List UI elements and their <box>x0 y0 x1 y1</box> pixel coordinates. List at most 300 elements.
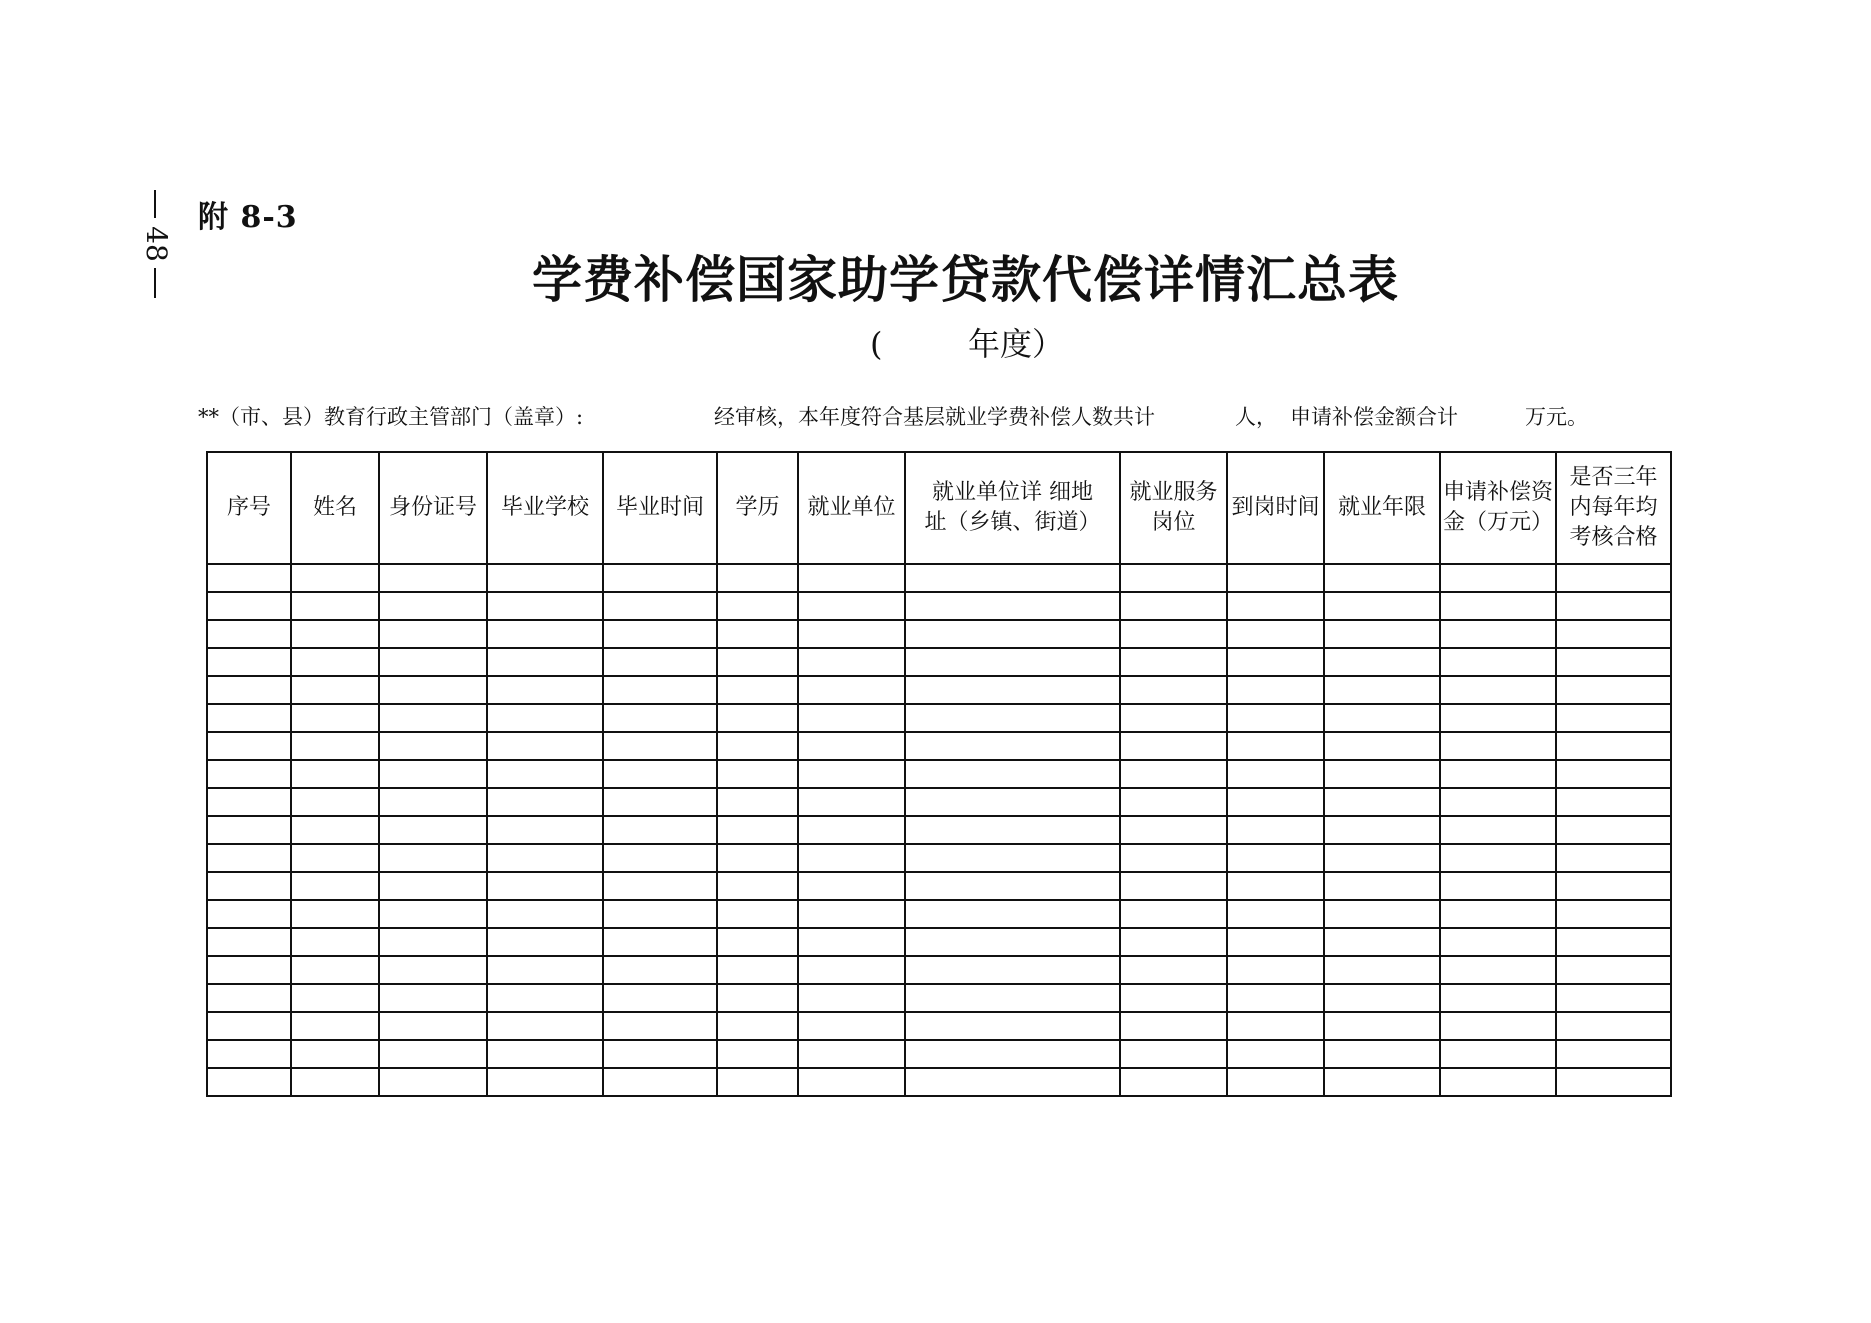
table-body <box>207 564 1671 1096</box>
column-header-text: 到岗时间 <box>1231 495 1320 520</box>
table-cell[interactable] <box>603 1040 717 1068</box>
table-row <box>207 956 1671 984</box>
table-row <box>207 844 1671 872</box>
table-cell[interactable] <box>717 592 798 620</box>
column-header <box>1440 452 1556 564</box>
column-header-text: 就业年限 <box>1337 495 1426 520</box>
year-label: 年度） <box>968 325 1065 363</box>
table-cell[interactable] <box>603 732 717 760</box>
table-cell[interactable] <box>1120 984 1227 1012</box>
table-cell[interactable] <box>487 872 603 900</box>
table-cell[interactable] <box>1324 704 1440 732</box>
table-cell[interactable] <box>1324 620 1440 648</box>
table-cell[interactable] <box>798 788 905 816</box>
table-cell[interactable] <box>603 844 717 872</box>
column-header-text: 毕业时间 <box>615 495 704 520</box>
table-cell[interactable] <box>1227 564 1324 592</box>
table-cell[interactable] <box>1120 676 1227 704</box>
table-cell[interactable] <box>1440 816 1556 844</box>
table-cell[interactable] <box>1440 732 1556 760</box>
table-cell[interactable] <box>1227 844 1324 872</box>
table-cell[interactable] <box>1324 1068 1440 1096</box>
table-cell[interactable] <box>1556 732 1671 760</box>
table-cell[interactable] <box>905 648 1120 676</box>
table-cell[interactable] <box>1440 900 1556 928</box>
table-cell[interactable] <box>717 1012 798 1040</box>
table-cell[interactable] <box>291 928 379 956</box>
table-cell[interactable] <box>603 872 717 900</box>
table-cell[interactable] <box>717 620 798 648</box>
table-cell[interactable] <box>905 760 1120 788</box>
table-cell[interactable] <box>207 788 291 816</box>
table-cell[interactable] <box>1227 1040 1324 1068</box>
table-row <box>207 760 1671 788</box>
table-cell[interactable] <box>1324 928 1440 956</box>
column-header-text: 毕业学校 <box>500 495 589 520</box>
column-header <box>905 452 1120 564</box>
table-cell[interactable] <box>905 620 1120 648</box>
table-cell[interactable] <box>798 816 905 844</box>
table-cell[interactable] <box>798 1012 905 1040</box>
table-cell[interactable] <box>603 760 717 788</box>
document-title: 学费补偿国家助学贷款代偿详情汇总表 <box>532 250 1399 309</box>
table-cell[interactable] <box>798 760 905 788</box>
table-cell[interactable] <box>1556 844 1671 872</box>
table-cell[interactable] <box>1556 788 1671 816</box>
table-cell[interactable] <box>207 900 291 928</box>
table-cell[interactable] <box>1556 1040 1671 1068</box>
table-cell[interactable] <box>291 816 379 844</box>
table-cell[interactable] <box>1120 1012 1227 1040</box>
table-cell[interactable] <box>1120 872 1227 900</box>
table-cell[interactable] <box>1227 676 1324 704</box>
table-row <box>207 928 1671 956</box>
table-cell[interactable] <box>1556 816 1671 844</box>
table-cell[interactable] <box>379 900 487 928</box>
table-cell[interactable] <box>905 956 1120 984</box>
table-cell[interactable] <box>798 844 905 872</box>
table-cell[interactable] <box>379 620 487 648</box>
table-cell[interactable] <box>717 956 798 984</box>
table-cell[interactable] <box>207 620 291 648</box>
table-cell[interactable] <box>717 760 798 788</box>
column-header <box>717 452 798 564</box>
table-row <box>207 648 1671 676</box>
table-cell[interactable] <box>291 564 379 592</box>
table-cell[interactable] <box>798 676 905 704</box>
table-cell[interactable] <box>1324 648 1440 676</box>
table-cell[interactable] <box>1120 1040 1227 1068</box>
table-cell[interactable] <box>1440 704 1556 732</box>
table-cell[interactable] <box>207 564 291 592</box>
table-row <box>207 564 1671 592</box>
table-cell[interactable] <box>207 732 291 760</box>
table-cell[interactable] <box>603 1068 717 1096</box>
table-cell[interactable] <box>798 872 905 900</box>
table-row <box>207 620 1671 648</box>
table-cell[interactable] <box>717 844 798 872</box>
table-cell[interactable] <box>1227 984 1324 1012</box>
table-row <box>207 788 1671 816</box>
table-cell[interactable] <box>207 760 291 788</box>
table-cell[interactable] <box>1324 872 1440 900</box>
table-cell[interactable] <box>1556 564 1671 592</box>
table-cell[interactable] <box>798 984 905 1012</box>
table-cell[interactable] <box>1120 788 1227 816</box>
table-cell[interactable] <box>1440 1040 1556 1068</box>
column-header-text: 学历 <box>735 495 780 520</box>
table-cell[interactable] <box>905 564 1120 592</box>
table-cell[interactable] <box>1556 592 1671 620</box>
table-cell[interactable] <box>1324 564 1440 592</box>
table-cell[interactable] <box>487 760 603 788</box>
table-cell[interactable] <box>1440 620 1556 648</box>
table-cell[interactable] <box>1120 900 1227 928</box>
table-cell[interactable] <box>1440 872 1556 900</box>
table-cell[interactable] <box>1440 676 1556 704</box>
table-cell[interactable] <box>291 648 379 676</box>
table-cell[interactable] <box>1324 676 1440 704</box>
table-cell[interactable] <box>603 928 717 956</box>
table-cell[interactable] <box>487 928 603 956</box>
table-cell[interactable] <box>798 704 905 732</box>
table-cell[interactable] <box>1120 844 1227 872</box>
table-cell[interactable] <box>1556 760 1671 788</box>
table-cell[interactable] <box>603 984 717 1012</box>
table-cell[interactable] <box>291 844 379 872</box>
table-cell[interactable] <box>487 648 603 676</box>
table-cell[interactable] <box>603 704 717 732</box>
table-cell[interactable] <box>1324 592 1440 620</box>
column-header <box>379 452 487 564</box>
table-cell[interactable] <box>207 1040 291 1068</box>
table-cell[interactable] <box>207 984 291 1012</box>
table-cell[interactable] <box>291 900 379 928</box>
table-cell[interactable] <box>798 648 905 676</box>
table-cell[interactable] <box>379 788 487 816</box>
table-cell[interactable] <box>379 760 487 788</box>
table-cell[interactable] <box>1440 760 1556 788</box>
table-cell[interactable] <box>603 564 717 592</box>
table-cell[interactable] <box>717 648 798 676</box>
table-cell[interactable] <box>717 1040 798 1068</box>
table-cell[interactable] <box>379 872 487 900</box>
table-cell[interactable] <box>603 648 717 676</box>
table-cell[interactable] <box>1120 564 1227 592</box>
table-cell[interactable] <box>1227 1068 1324 1096</box>
table-cell[interactable] <box>603 788 717 816</box>
table-cell[interactable] <box>1556 872 1671 900</box>
table-cell[interactable] <box>379 844 487 872</box>
table-cell[interactable] <box>905 1068 1120 1096</box>
table-row <box>207 816 1671 844</box>
table-cell[interactable] <box>291 760 379 788</box>
column-header-text: 就业单位 <box>807 495 896 520</box>
table-cell[interactable] <box>379 816 487 844</box>
table-cell[interactable] <box>1440 844 1556 872</box>
table-cell[interactable] <box>379 1040 487 1068</box>
table-cell[interactable] <box>207 1012 291 1040</box>
column-header <box>798 452 905 564</box>
table-cell[interactable] <box>603 1012 717 1040</box>
table-cell[interactable] <box>487 1040 603 1068</box>
table-cell[interactable] <box>207 648 291 676</box>
table-cell[interactable] <box>603 956 717 984</box>
table-cell[interactable] <box>1227 788 1324 816</box>
table-cell[interactable] <box>1120 648 1227 676</box>
table-cell[interactable] <box>1324 760 1440 788</box>
table-cell[interactable] <box>1120 620 1227 648</box>
table-cell[interactable] <box>717 564 798 592</box>
table-cell[interactable] <box>1324 844 1440 872</box>
table-cell[interactable] <box>291 788 379 816</box>
column-header <box>603 452 717 564</box>
column-header-text: 姓名 <box>312 495 357 520</box>
column-header-text: 考核合格 <box>1569 525 1658 550</box>
table-cell[interactable] <box>1324 956 1440 984</box>
table-cell[interactable] <box>603 816 717 844</box>
table-cell[interactable] <box>798 956 905 984</box>
table-cell[interactable] <box>798 1040 905 1068</box>
table-cell[interactable] <box>905 732 1120 760</box>
table-cell[interactable] <box>379 592 487 620</box>
table-cell[interactable] <box>1227 928 1324 956</box>
table-cell[interactable] <box>1324 1012 1440 1040</box>
table-cell[interactable] <box>291 592 379 620</box>
table-cell[interactable] <box>1556 648 1671 676</box>
table-cell[interactable] <box>798 928 905 956</box>
table-cell[interactable] <box>487 564 603 592</box>
table-cell[interactable] <box>1440 1068 1556 1096</box>
table-cell[interactable] <box>1227 620 1324 648</box>
table-cell[interactable] <box>798 592 905 620</box>
appendix-label: 附 8-3 <box>198 200 298 235</box>
table-cell[interactable] <box>905 1012 1120 1040</box>
table-cell[interactable] <box>1440 592 1556 620</box>
table-cell[interactable] <box>1556 676 1671 704</box>
table-cell[interactable] <box>379 676 487 704</box>
table-cell[interactable] <box>603 592 717 620</box>
year-open-paren: ( <box>870 325 883 363</box>
table-cell[interactable] <box>905 984 1120 1012</box>
column-header-text: 身份证号 <box>388 495 477 520</box>
table-cell[interactable] <box>1120 816 1227 844</box>
table-cell[interactable] <box>379 564 487 592</box>
table-row <box>207 984 1671 1012</box>
table-cell[interactable] <box>291 984 379 1012</box>
table-cell[interactable] <box>487 816 603 844</box>
table-cell[interactable] <box>379 704 487 732</box>
table-cell[interactable] <box>1227 704 1324 732</box>
table-cell[interactable] <box>905 844 1120 872</box>
table-cell[interactable] <box>487 676 603 704</box>
table-cell[interactable] <box>905 592 1120 620</box>
table-cell[interactable] <box>717 704 798 732</box>
table-cell[interactable] <box>717 732 798 760</box>
table-cell[interactable] <box>603 676 717 704</box>
column-header <box>291 452 379 564</box>
table-header-row <box>207 452 1671 564</box>
table-cell[interactable] <box>717 788 798 816</box>
table-cell[interactable] <box>1120 760 1227 788</box>
table-cell[interactable] <box>487 956 603 984</box>
table-cell[interactable] <box>905 1040 1120 1068</box>
table-cell[interactable] <box>905 900 1120 928</box>
table-cell[interactable] <box>1227 1012 1324 1040</box>
column-header-text: 序号 <box>226 495 271 520</box>
table-cell[interactable] <box>1120 732 1227 760</box>
table-cell[interactable] <box>207 676 291 704</box>
table-cell[interactable] <box>1440 788 1556 816</box>
table-cell[interactable] <box>291 732 379 760</box>
table-cell[interactable] <box>798 1068 905 1096</box>
table-cell[interactable] <box>1556 900 1671 928</box>
table-cell[interactable] <box>487 1012 603 1040</box>
table-cell[interactable] <box>1556 1068 1671 1096</box>
table-cell[interactable] <box>1440 564 1556 592</box>
table-cell[interactable] <box>207 844 291 872</box>
table-cell[interactable] <box>905 872 1120 900</box>
column-header <box>207 452 291 564</box>
table-cell[interactable] <box>1556 1012 1671 1040</box>
table-cell[interactable] <box>905 928 1120 956</box>
table-cell[interactable] <box>1227 592 1324 620</box>
table-cell[interactable] <box>1227 648 1324 676</box>
table-cell[interactable] <box>1227 732 1324 760</box>
table-cell[interactable] <box>207 704 291 732</box>
table-cell[interactable] <box>717 900 798 928</box>
table-cell[interactable] <box>1120 1068 1227 1096</box>
table-cell[interactable] <box>1440 648 1556 676</box>
table-row <box>207 900 1671 928</box>
table-cell[interactable] <box>1556 984 1671 1012</box>
table-cell[interactable] <box>1556 704 1671 732</box>
table-cell[interactable] <box>1120 704 1227 732</box>
table-cell[interactable] <box>1120 592 1227 620</box>
table-cell[interactable] <box>207 816 291 844</box>
table-cell[interactable] <box>379 1012 487 1040</box>
table-cell[interactable] <box>291 872 379 900</box>
table-cell[interactable] <box>291 620 379 648</box>
amount-unit: 万元。 <box>1525 405 1588 429</box>
table-cell[interactable] <box>717 816 798 844</box>
table-cell[interactable] <box>717 872 798 900</box>
table-cell[interactable] <box>1324 788 1440 816</box>
table-cell[interactable] <box>291 1068 379 1096</box>
table-cell[interactable] <box>1556 620 1671 648</box>
table-cell[interactable] <box>487 592 603 620</box>
column-header-text: 址（乡镇、街道） <box>924 510 1101 535</box>
table-cell[interactable] <box>487 844 603 872</box>
table-cell[interactable] <box>291 956 379 984</box>
table-cell[interactable] <box>207 592 291 620</box>
table-cell[interactable] <box>1120 928 1227 956</box>
table-cell[interactable] <box>379 732 487 760</box>
table-cell[interactable] <box>1324 816 1440 844</box>
year-line <box>870 324 1090 364</box>
table-cell[interactable] <box>1324 1040 1440 1068</box>
table-cell[interactable] <box>487 984 603 1012</box>
summary-table <box>206 451 1672 1097</box>
table-cell[interactable] <box>487 900 603 928</box>
table-cell[interactable] <box>291 1040 379 1068</box>
table-row <box>207 676 1671 704</box>
table-cell[interactable] <box>379 928 487 956</box>
people-count-unit: 人， <box>1235 405 1277 429</box>
table-cell[interactable] <box>291 676 379 704</box>
column-header-text: 就业单位详 细地 <box>932 480 1093 505</box>
table-cell[interactable] <box>291 704 379 732</box>
table-cell[interactable] <box>207 956 291 984</box>
table-cell[interactable] <box>798 620 905 648</box>
column-header-text: 岗位 <box>1151 510 1196 535</box>
table-row <box>207 704 1671 732</box>
table-cell[interactable] <box>717 1068 798 1096</box>
table-cell[interactable] <box>1440 928 1556 956</box>
table-cell[interactable] <box>798 900 905 928</box>
table-cell[interactable] <box>1556 928 1671 956</box>
column-header-text: 就业服务 <box>1129 480 1218 505</box>
column-header-text: 申请补偿资 <box>1442 480 1553 505</box>
table-cell[interactable] <box>1440 1012 1556 1040</box>
table-row <box>207 1040 1671 1068</box>
table-cell[interactable] <box>379 648 487 676</box>
table-cell[interactable] <box>379 1068 487 1096</box>
amount-statement: 申请补偿金额合计 <box>1290 405 1458 429</box>
table-cell[interactable] <box>1324 984 1440 1012</box>
table-cell[interactable] <box>1227 872 1324 900</box>
column-header <box>1227 452 1324 564</box>
table-cell[interactable] <box>207 1068 291 1096</box>
table-cell[interactable] <box>905 676 1120 704</box>
table-cell[interactable] <box>1324 732 1440 760</box>
table-cell[interactable] <box>487 1068 603 1096</box>
table-cell[interactable] <box>487 788 603 816</box>
table-cell[interactable] <box>487 704 603 732</box>
table-cell[interactable] <box>905 816 1120 844</box>
table-cell[interactable] <box>603 620 717 648</box>
table-cell[interactable] <box>1440 956 1556 984</box>
table-cell[interactable] <box>798 732 905 760</box>
table-cell[interactable] <box>1227 900 1324 928</box>
table-cell[interactable] <box>1440 984 1556 1012</box>
table-cell[interactable] <box>905 788 1120 816</box>
table-cell[interactable] <box>798 564 905 592</box>
table-cell[interactable] <box>603 900 717 928</box>
table-cell[interactable] <box>379 984 487 1012</box>
table-row <box>207 1012 1671 1040</box>
table-cell[interactable] <box>717 928 798 956</box>
table-cell[interactable] <box>1227 816 1324 844</box>
table-cell[interactable] <box>717 676 798 704</box>
table-cell[interactable] <box>1120 956 1227 984</box>
table-cell[interactable] <box>1227 956 1324 984</box>
column-header <box>1556 452 1671 564</box>
table-cell[interactable] <box>207 928 291 956</box>
table-cell[interactable] <box>379 956 487 984</box>
table-cell[interactable] <box>905 704 1120 732</box>
table-cell[interactable] <box>1556 956 1671 984</box>
table-cell[interactable] <box>1227 760 1324 788</box>
column-header <box>487 452 603 564</box>
table-row <box>207 732 1671 760</box>
table-cell[interactable] <box>291 1012 379 1040</box>
table-cell[interactable] <box>207 872 291 900</box>
table-cell[interactable] <box>487 732 603 760</box>
table-cell[interactable] <box>717 984 798 1012</box>
table-cell[interactable] <box>487 620 603 648</box>
table-cell[interactable] <box>1324 900 1440 928</box>
